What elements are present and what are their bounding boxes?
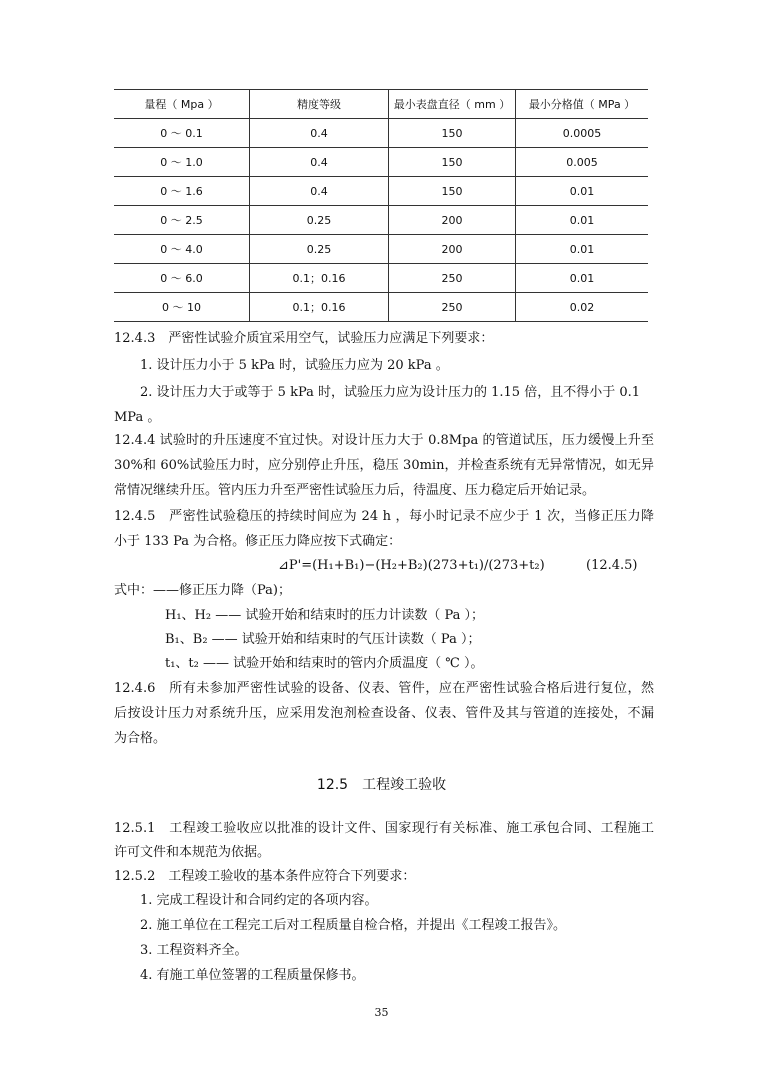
- table-header-cell: 量程（ Mpa ）: [114, 90, 250, 119]
- clause-12-4-6-line-2: 后按设计压力对系统升压，应采用发泡剂检查设备、仪表、管件及其与管道的连接处，不漏: [114, 706, 654, 721]
- table-cell: 0.02: [516, 293, 649, 322]
- table-header-cell: 最小分格值（ MPa ）: [516, 90, 649, 119]
- table-cell: 0 ～ 1.6: [114, 177, 250, 206]
- clause-12-5-2-item-1: 1. 完成工程设计和合同约定的各项内容。: [140, 893, 378, 908]
- table-row: [114, 177, 648, 206]
- formula-where-label: 式中：——修正压力降（Pa)；: [114, 583, 291, 598]
- table-cell: 0.25: [250, 235, 389, 264]
- clause-12-4-6-line-1: 12.4.6 所有未参加严密性试验的设备、仪表、管件，应在严密性试验合格后进行复位，然: [114, 681, 654, 696]
- clause-12-4-3-item-2-line-2: MPa 。: [114, 410, 161, 425]
- table-cell: 200: [389, 206, 516, 235]
- formula-number: (12.4.5): [586, 558, 638, 573]
- table-row: [114, 235, 648, 264]
- clause-12-5-1-line-1: 12.5.1 工程竣工验收应以批准的设计文件、国家现行有关标准、施工承包合同、工程施工: [114, 821, 654, 836]
- clause-12-4-5-line-1: 12.4.5 严密性试验稳压的持续时间应为 24 h ，每小时记录不应少于 1 次，当修正压力降: [114, 509, 654, 524]
- formula-definition-b: B₁、B₂ —— 试验开始和结束时的气压计读数（ Pa ）；: [165, 632, 481, 647]
- pressure-gauge-table: [114, 89, 648, 322]
- clause-12-4-6-line-3: 为合格。: [114, 731, 167, 746]
- formula-definition-t: t₁、t₂ —— 试验开始和结束时的管内介质温度（ ℃ ）。: [165, 656, 484, 671]
- table-cell: 0 ～ 2.5: [114, 206, 250, 235]
- table-cell: 250: [389, 293, 516, 322]
- table-row: [114, 148, 648, 177]
- clause-12-4-4-line-3: 常情况继续升压。管内压力升至严密性试验压力后，待温度、压力稳定后开始记录。: [114, 483, 596, 498]
- clause-12-5-1-line-2: 许可文件和本规范为依据。: [114, 845, 271, 860]
- table-cell: 0.01: [516, 177, 649, 206]
- table-cell: 0 ～ 6.0: [114, 264, 250, 293]
- clause-12-4-4-line-1: 12.4.4 试验时的升压速度不宜过快。对设计压力大于 0.8Mpa 的管道试压，压力缓慢上升至: [114, 433, 654, 448]
- table-cell: 0 ～ 10: [114, 293, 250, 322]
- table-cell: 0.1；0.16: [250, 264, 389, 293]
- section-heading-12-5: 12.5 工程竣工验收: [316, 777, 447, 793]
- table-header-row: [114, 90, 648, 119]
- table-cell: 0.1；0.16: [250, 293, 389, 322]
- clause-12-5-2-item-4: 4. 有施工单位签署的工程质量保修书。: [140, 968, 365, 983]
- clause-12-4-3-item-1: 1. 设计压力小于 5 kPa 时，试验压力应为 20 kPa 。: [140, 358, 449, 373]
- table-row: [114, 119, 648, 148]
- table-cell: 150: [389, 119, 516, 148]
- table-cell: 0.01: [516, 206, 649, 235]
- clause-12-4-5-line-2: 小于 133 Pa 为合格。修正压力降应按下式确定：: [114, 534, 402, 549]
- table-header-cell: 精度等级: [250, 90, 389, 119]
- clause-12-5-2-title: 12.5.2 工程竣工验收的基本条件应符合下列要求：: [114, 869, 416, 884]
- table-cell: 0.4: [250, 177, 389, 206]
- clause-12-5-2-item-2: 2. 施工单位在工程完工后对工程质量自检合格，并提出《工程竣工报告》。: [140, 918, 567, 933]
- table-cell: 150: [389, 148, 516, 177]
- clause-12-5-2-item-3: 3. 工程资料齐全。: [140, 943, 248, 958]
- table-cell: 0.4: [250, 148, 389, 177]
- table-cell: 250: [389, 264, 516, 293]
- table-cell: 200: [389, 235, 516, 264]
- clause-12-4-3-item-2-line-1: 2. 设计压力大于或等于 5 kPa 时，试验压力应为设计压力的 1.15 倍，且不得小于 0.1: [140, 385, 641, 400]
- formula-definition-h: H₁、H₂ —— 试验开始和结束时的压力计读数（ Pa ）；: [165, 608, 485, 623]
- table-cell: 0.01: [516, 264, 649, 293]
- page-number: 35: [374, 1006, 389, 1019]
- table-cell: 0.4: [250, 119, 389, 148]
- clause-12-4-3-title: 12.4.3 严密性试验介质宜采用空气，试验压力应满足下列要求：: [114, 331, 494, 346]
- table-row: [114, 293, 648, 322]
- table-cell: 0 ～ 1.0: [114, 148, 250, 177]
- table-header-cell: 最小表盘直径（ mm ）: [389, 90, 516, 119]
- table-cell: 0 ～ 0.1: [114, 119, 250, 148]
- table-row: [114, 264, 648, 293]
- formula: ⊿P'=(H₁+B₁)−(H₂+B₂)(273+t₁)/(273+t₂): [278, 558, 545, 573]
- table-cell: 0 ～ 4.0: [114, 235, 250, 264]
- table-cell: 0.01: [516, 235, 649, 264]
- table-cell: 0.25: [250, 206, 389, 235]
- table-cell: 150: [389, 177, 516, 206]
- table-cell: 0.0005: [516, 119, 649, 148]
- table-row: [114, 206, 648, 235]
- clause-12-4-4-line-2: 30%和 60%试验压力时，应分别停止升压，稳压 30min，并检查系统有无异常情况，如无异: [114, 458, 654, 473]
- table-cell: 0.005: [516, 148, 649, 177]
